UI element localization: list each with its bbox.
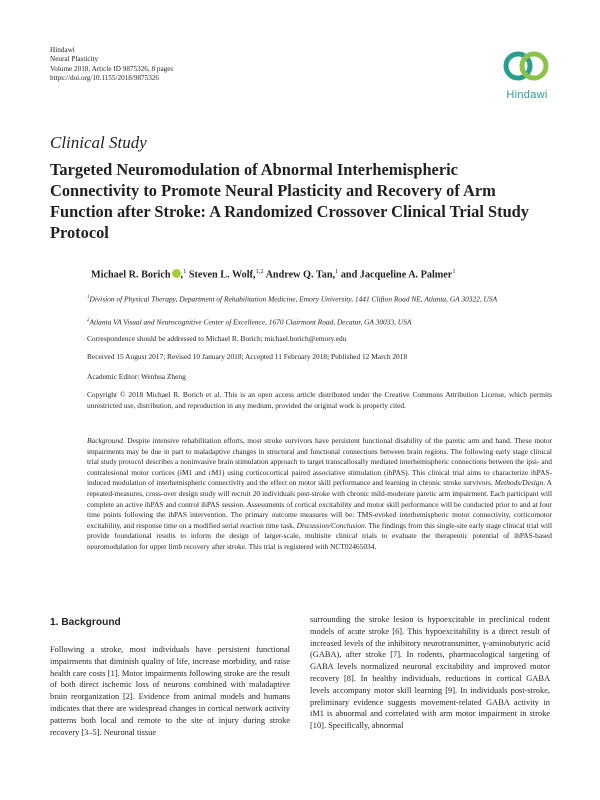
study-type: Clinical Study <box>50 133 147 152</box>
author-affil-sup: 1 <box>183 268 187 275</box>
article-title: Targeted Neuromodulation of Abnormal Interhemispheric Connectivity to Promote Neural Plasticity and Recovery of Arm Function after Stroke: A Randomized Crossover Clinical Trial Study Protocol <box>50 160 529 242</box>
affil-text: Atlanta VA Visual and Neurocognitive Center of Excellence, 1670 Clairmont Road, Decatur, GA 30033, USA <box>89 317 412 327</box>
journal-header <box>50 46 173 83</box>
copyright-notice: Copyright © 2018 Michael R. Borich et al. This is an open access article distributed under the Creative Commons Attribution License, which permits unrestricted use, distribution, and reproduction in any medium, provided the original work is properly cited. <box>87 390 552 410</box>
body-column-right: surrounding the stroke lesion is hypoexcitable in preclinical rodent models of acute stroke [6]. This hypoexcitability is a direct result of increased levels of the inhibitory neurotransmitter, γ-aminobutyric acid (GABA), after stroke [7]. In rodents, pharmacological targeting of GABA levels normalized neuronal excitability and improved motor recovery [8]. In healthy individuals, reductions in cortical GABA levels accompany motor skill learning [9]. In individuals post-stroke, preliminary evidence suggests movement-related GABA activity in iM1 is abnormal and correlated with arm motor impairment in stroke [10]. Specifically, abnormal <box>310 615 550 731</box>
body-column-left: Following a stroke, most individuals have persistent functional impairments that diminish quality of life, increase morbidity, and raise health care costs [1]. Motor impairments following stroke are the result of both direct ischemic loss of neurons combined with maladaptive brain reorganization [2]. Evidence from animal models and humans indicates that there are widespread changes in cortical network activity patterns both local and remote to the site of injury during stroke recovery [3–5]. Neuronal tissue <box>50 645 290 737</box>
hindawi-logo-text: Hindawi <box>506 89 548 101</box>
publication-dates: Received 15 August 2017; Revised 10 January 2018; Accepted 11 February 2018; Published 12 March 2018 <box>87 352 408 361</box>
abstract <box>87 436 552 553</box>
academic-editor: Academic Editor: Wenhua Zheng <box>87 372 186 381</box>
doi-link[interactable]: https://doi.org/10.1155/2018/9875326 <box>50 73 160 82</box>
author-name[interactable]: Michael R. Borich <box>91 269 171 281</box>
affiliation-1 <box>87 293 547 304</box>
orcid-icon[interactable] <box>172 269 181 278</box>
author-name[interactable]: Steven L. Wolf, <box>188 269 256 281</box>
abstract-label: Discussion/Conclusion <box>296 520 365 530</box>
author-affil-sup: 1 <box>335 268 339 275</box>
author-list: Michael R. Borich ,$^1$ Steven L. Wolf,$^{1,2}$ Andrew Q. Tan,$^1$ and Jacqueline A. Palmer$^1$ <box>91 268 456 281</box>
author-name[interactable]: Andrew Q. Tan, <box>265 269 336 281</box>
abstract-text: . The findings from this single-site early stage clinical trial will provide foundational results to inform the design of larger-scale, multisite clinical trials to evaluate the therapeutic potential of ihPAS-based neuromodulation for upper limb recovery after stroke. This trial is registered with NCT02465034. <box>87 520 552 551</box>
affil-sup: 2 <box>87 318 90 323</box>
journal-name: Neural Plasticity <box>50 55 99 64</box>
abstract-label: Methods/Design <box>494 478 544 488</box>
section-heading: 1. Background <box>50 617 121 628</box>
correspondence: Correspondence should be addressed to Michael R. Borich; michael.borich@emory.edu <box>87 334 347 343</box>
author-affil-sup: 1,2 <box>255 268 264 275</box>
abstract-text: . Despite intensive rehabilitation efforts, most stroke survivors have persistent functional disability of the paretic arm and hand. These motor impairments may be due in part to maladaptive changes in structural and functional connections between brain regions. The following early stage clinical trial study protocol describes a noninvasive brain stimulation approach to target transcallosally mediated interhemispheric connections between the ipsi- and contralesional motor cortices (iM1 and cM1) using corticocortical paired associative stimulation (ihPAS). This clinical trial aims to characterize ihPAS-induced modulation of interhemispheric connectivity and the effect on motor skill performance and learning in chronic stroke survivors. <box>87 436 552 488</box>
affiliation-2 <box>87 316 547 327</box>
volume-info: Volume 2018, Article ID 9875326, 8 pages <box>50 64 174 73</box>
publisher-name: Hindawi <box>50 46 75 54</box>
affil-sup: 1 <box>87 295 90 300</box>
affil-text: Division of Physical Therapy, Department of Rehabilitation Medicine, Emory University, 1441 Clifton Road NE, Atlanta, GA 30322, USA <box>89 294 498 304</box>
abstract-text: . A repeated-measures, cross-over design study will recruit 20 individuals post-stroke with chronic mild-moderate paretic arm impairment. Each participant will complete an active ihPAS and control ihPAS session. Assessments of cortical excitability and motor skill performance will be conducted prior to and at four time points following the ihPAS intervention. The primary outcome measures will be: TMS-evoked interhemispheric motor connectivity, corticomotor excitability, and response time on a modified serial reaction time task. <box>87 478 552 530</box>
abstract-label: Background <box>87 436 123 445</box>
author-name[interactable]: and Jacqueline A. Palmer <box>340 269 453 281</box>
author-affil-sup: 1 <box>452 268 456 275</box>
